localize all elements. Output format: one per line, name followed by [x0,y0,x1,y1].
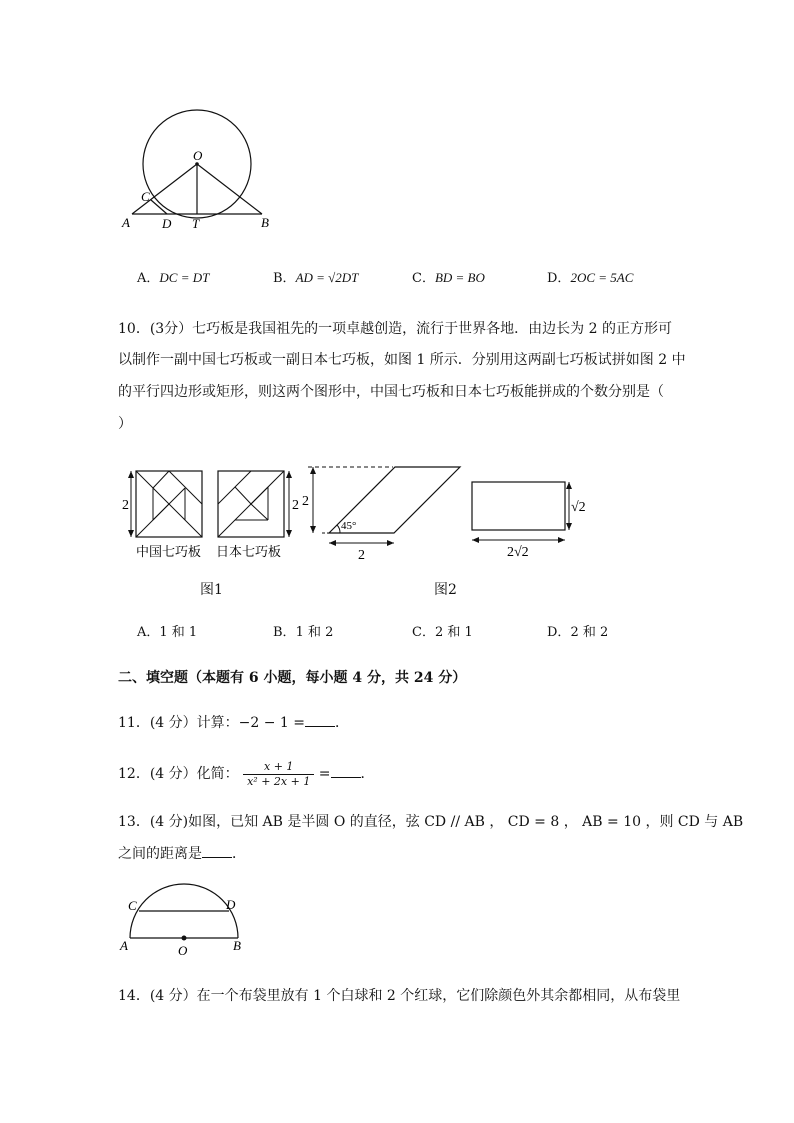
answer-blank[interactable] [202,845,232,858]
q11: 11．(4 分）计算：−2 − 1 = ． [118,715,349,731]
point-o [182,936,187,941]
label-a: A [122,215,130,230]
arrow-up-icon [286,471,292,478]
chinese-label: 中国七巧板 [136,544,202,559]
fig2-rect-side: √2 [571,500,586,515]
label-t: T [192,216,200,231]
arrow-right-icon [558,537,565,543]
q10-line-1: 10．(3分）七巧板是我国祖先的一项卓越创造，流行于世界各地．由边长为 2 的正方形可 [118,321,672,337]
q10-option-a: A．1 和 1 [137,625,198,640]
fig2-caption: 图2 [434,582,457,598]
arrow-down-icon [128,530,134,537]
q9-option-c: C．BD = BO [412,270,485,286]
q10-option-b: B．1 和 2 [273,625,334,640]
arrow-up-icon [566,482,572,489]
rectangle [472,482,565,530]
arrow-up-icon [128,471,134,478]
answer-blank[interactable] [331,765,361,778]
fig1-tangrams [118,462,308,572]
arrow-left-icon [472,537,479,543]
label-o: O [178,943,188,958]
label-d: D [226,897,236,912]
arrow-left-icon [329,540,336,546]
arrow-down-icon [286,530,292,537]
arrow-right-icon [387,540,394,546]
q10-line-3: 的平行四边形或矩形，则这两个图形中，中国七巧板和日本七巧板能拼成的个数分别是（ [118,384,664,400]
q9-option-b: B．AD = √2DT [273,270,359,286]
fig1-side-right: 2 [292,498,299,513]
q9-option-d: D．2OC = 5AC [547,270,634,286]
q13-semicircle-figure [112,880,252,960]
japanese-label: 日本七巧板 [216,544,282,559]
label-c: C [141,189,150,204]
q10-line-2: 以制作一副中国七巧板或一副日本七巧板，如图 1 所示．分别用这两副七巧板试拼如图 2 中 [118,352,686,368]
q13-line-1: 13．(4 分)如图，已知 AB 是半圆 O 的直径，弦 CD // AB ， CD = 8 ， AB = 10 ，则 CD 与 AB [118,814,744,830]
section-heading: 二、填空题（本题有 6 小题，每小题 4 分，共 24 分） [118,670,467,686]
q9-option-a: A．DC = DT [137,270,210,286]
japanese-tangram [218,471,284,537]
fraction: $\frac{x + 1}{\text{x² + 2x + 1}}$ [243,760,314,789]
label-a: A [120,938,128,953]
q12: 12．(4 分）化简： $\frac{x + 1}{\text{x² + 2x + 1}}$ = ． [118,759,375,788]
fig2-height: 2 [302,494,309,509]
chinese-tangram [136,471,202,537]
arrow-up-icon [310,467,316,474]
q14-line-1: 14．(4 分）在一个布袋里放有 1 个白球和 2 个红球，它们除颜色外其余都相同，从布袋里 [118,988,681,1004]
fig1-caption: 图1 [200,582,223,598]
q10-line-4: ） [118,416,132,432]
fig2-rect-width: 2√2 [507,545,529,560]
fig2-base: 2 [358,548,365,563]
angle-arc [337,525,340,533]
label-d: D [162,216,172,231]
fig1-side-left: 2 [122,498,129,513]
answer-blank[interactable] [305,714,335,727]
q9-circle-figure [110,90,290,240]
q13-line-2: 之间的距离是 ． [118,846,246,862]
label-b: B [261,215,269,230]
fig2-shapes [300,458,600,568]
label-o: O [193,148,203,163]
label-c: C [128,898,137,913]
arrow-down-icon [566,523,572,530]
label-b: B [233,938,241,953]
fig2-angle: 45° [341,520,357,532]
q10-option-c: C．2 和 1 [412,625,473,640]
q10-option-d: D．2 和 2 [547,625,609,640]
arrow-down-icon [310,526,316,533]
